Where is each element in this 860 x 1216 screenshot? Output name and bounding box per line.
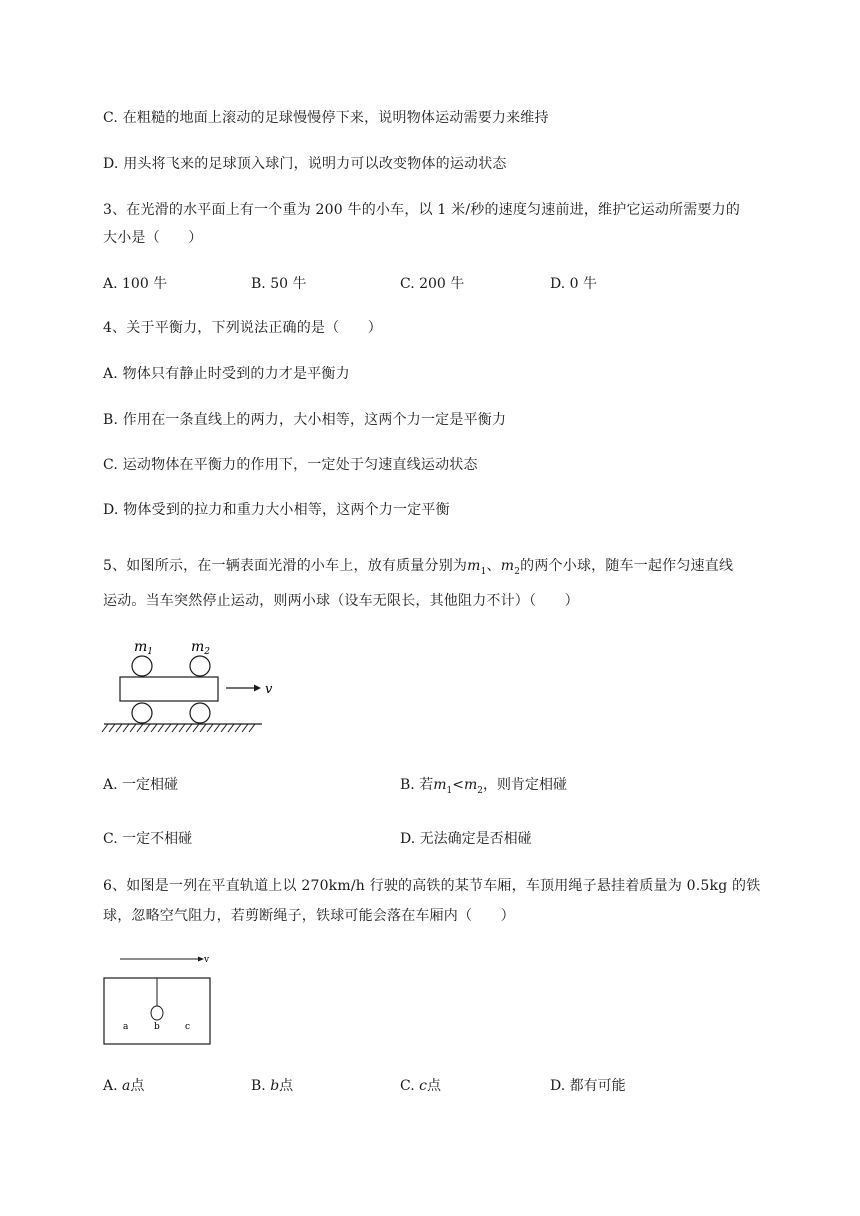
hatch-stroke: [151, 724, 157, 732]
q3-option-a: A. 100 牛: [103, 276, 168, 292]
q3-stem-line1: 3、在光滑的水平面上有一个重为 200 牛的小车，以 1 米/秒的速度匀速前进，维护它运动所需要力的: [103, 202, 741, 218]
fig-label-m2: $m_2$: [191, 639, 211, 657]
q3-option-d: D. 0 牛: [550, 276, 597, 292]
hatch-stroke: [242, 724, 248, 732]
fig-label-m1: $m_1$: [134, 639, 154, 657]
cart-wheel-right: [190, 703, 210, 723]
fig-label-v: v: [265, 682, 273, 697]
hatch-stroke: [130, 724, 136, 732]
hatch-stroke: [109, 724, 115, 732]
hatch-stroke: [123, 724, 129, 732]
q6-train-car-figure: [100, 948, 216, 1048]
velocity-arrowhead: [254, 685, 261, 692]
ball-m2: [190, 656, 210, 676]
hatch-stroke: [249, 724, 255, 732]
q4-option-c: C. 运动物体在平衡力的作用下，一定处于匀速直线运动状态: [103, 457, 478, 473]
q2-option-d: D. 用头将飞来的足球顶入球门，说明力可以改变物体的运动状态: [103, 156, 507, 172]
hatch-stroke: [116, 724, 122, 732]
ball-m1: [132, 656, 152, 676]
q4-option-a: A. 物体只有静止时受到的力才是平衡力: [103, 366, 350, 382]
hatch-stroke: [137, 724, 143, 732]
hatch-stroke: [102, 724, 108, 732]
hatch-stroke: [200, 724, 206, 732]
hatch-stroke: [221, 724, 227, 732]
hatch-stroke: [193, 724, 199, 732]
hatch-stroke: [207, 724, 213, 732]
q4-option-d: D. 物体受到的拉力和重力大小相等，这两个力一定平衡: [103, 502, 450, 518]
fig-label-v: v: [204, 955, 210, 965]
q6-option-a: A. a点: [103, 1078, 145, 1094]
fig-label-a: a: [123, 1022, 129, 1032]
hatch-stroke: [158, 724, 164, 732]
q5-option-c: C. 一定不相碰: [103, 831, 193, 847]
q6-option-c: C. c点: [400, 1078, 441, 1094]
hatch-stroke: [186, 724, 192, 732]
q3-option-b: B. 50 牛: [251, 276, 307, 292]
cart-body: [120, 677, 218, 701]
iron-ball: [151, 1006, 163, 1020]
q4-option-b: B. 作用在一条直线上的两力，大小相等，这两个力一定是平衡力: [103, 412, 507, 428]
hatch-stroke: [179, 724, 185, 732]
q5-option-a: A. 一定相碰: [103, 777, 179, 793]
q4-stem: 4、关于平衡力，下列说法正确的是（ ）: [103, 320, 382, 336]
hatch-stroke: [165, 724, 171, 732]
hatch-stroke: [172, 724, 178, 732]
hatch-stroke: [228, 724, 234, 732]
ground-hatching: [102, 724, 255, 732]
q3-stem-line2: 大小是（ ）: [103, 230, 203, 246]
hatch-stroke: [144, 724, 150, 732]
q5-cart-figure: [100, 636, 280, 736]
q6-option-d: D. 都有可能: [550, 1078, 626, 1094]
fig-label-b: b: [154, 1022, 160, 1032]
q6-stem-line2: 球，忽略空气阻力，若剪断绳子，铁球可能会落在车厢内（ ）: [103, 908, 515, 924]
q2-option-c: C. 在粗糙的地面上滚动的足球慢慢停下来，说明物体运动需要力来维持: [103, 110, 549, 126]
hatch-stroke: [214, 724, 220, 732]
q5-stem-line1: 5、如图所示，在一辆表面光滑的小车上，放有质量分别为$m_1$、$m_2$的两个小球，随车一起作匀速直线: [103, 558, 734, 577]
hatch-stroke: [235, 724, 241, 732]
q3-option-c: C. 200 牛: [400, 276, 465, 292]
q6-option-b: B. b点: [251, 1078, 294, 1094]
q5-option-b: B. 若$m_1<m_2$，则肯定相碰: [400, 777, 567, 796]
fig-label-c: c: [185, 1022, 191, 1032]
q5-stem-line2: 运动。当车突然停止运动，则两小球（设车无限长，其他阻力不计）（ ）: [103, 593, 579, 609]
q5-option-d: D. 无法确定是否相碰: [400, 831, 532, 847]
cart-wheel-left: [132, 703, 152, 723]
q6-stem-line1: 6、如图是一列在平直轨道上以 270km/h 行驶的高铁的某节车厢，车顶用绳子悬挂着质量为 0.5kg 的铁: [103, 878, 761, 894]
